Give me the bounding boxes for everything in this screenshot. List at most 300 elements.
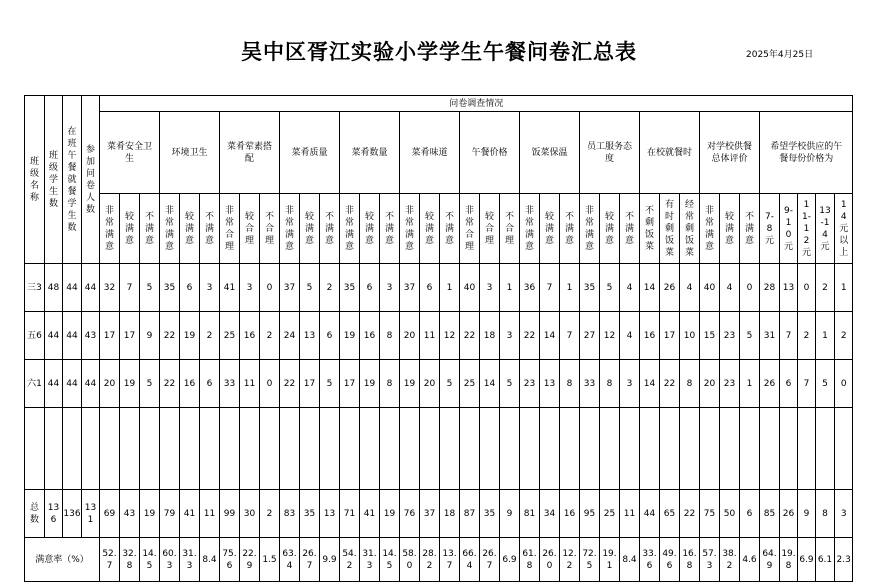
sub-header: 非常满意: [340, 194, 360, 264]
table-cell: 16: [360, 312, 380, 360]
table-cell: 1: [835, 264, 853, 312]
table-cell: 71: [340, 490, 360, 538]
table-cell: 36: [520, 264, 540, 312]
table-cell: 8: [680, 360, 700, 408]
table-cell: 5: [140, 264, 160, 312]
table-cell: 13: [320, 490, 340, 538]
table-cell: [100, 408, 120, 490]
table-cell: 28: [760, 264, 780, 312]
table-cell: 1: [560, 264, 580, 312]
rate-cell: 66.4: [460, 538, 480, 582]
table-cell: 2: [816, 264, 835, 312]
table-cell: [480, 408, 500, 490]
table-cell: 19: [400, 360, 420, 408]
table-cell: 11: [620, 490, 640, 538]
table-cell: 19: [360, 360, 380, 408]
group-header: 在校就餐时: [640, 112, 700, 194]
rate-cell: 72.5: [580, 538, 600, 582]
rate-cell: 54.2: [340, 538, 360, 582]
table-cell: 13: [780, 264, 798, 312]
table-cell: [160, 408, 180, 490]
sub-header: 非常合理: [220, 194, 240, 264]
sub-header: 不满意: [140, 194, 160, 264]
table-cell: [63, 408, 82, 490]
table-cell: 35: [340, 264, 360, 312]
table-cell: [520, 408, 540, 490]
table-cell: [260, 408, 280, 490]
sub-header: 不满意: [320, 194, 340, 264]
rate-cell: 14.5: [380, 538, 400, 582]
table-cell: 8: [380, 360, 400, 408]
table-cell: 19: [120, 360, 140, 408]
table-cell: 37: [280, 264, 300, 312]
table-cell: 23: [720, 360, 740, 408]
rate-cell: 13.7: [440, 538, 460, 582]
rate-cell: 26.7: [300, 538, 320, 582]
table-cell: 4: [620, 264, 640, 312]
table-cell: 13: [540, 360, 560, 408]
table-cell: 12: [600, 312, 620, 360]
table-cell: 43: [82, 312, 100, 360]
table-cell: [700, 408, 720, 490]
rate-cell: 19.8: [780, 538, 798, 582]
table-cell: 44: [640, 490, 660, 538]
table-cell: 4: [720, 264, 740, 312]
table-cell: 35: [300, 490, 320, 538]
table-cell: 7: [560, 312, 580, 360]
table-cell: 22: [520, 312, 540, 360]
table-cell: 0: [798, 264, 816, 312]
table-cell: 6: [780, 360, 798, 408]
table-cell: 35: [160, 264, 180, 312]
class-name: 三3: [25, 264, 45, 312]
rate-cell: 26.7: [480, 538, 500, 582]
rate-cell: 28.2: [420, 538, 440, 582]
sub-header: 较合理: [240, 194, 260, 264]
table-cell: [540, 408, 560, 490]
table-cell: 40: [700, 264, 720, 312]
table-cell: 33: [220, 360, 240, 408]
table-cell: 20: [420, 360, 440, 408]
table-cell: 25: [220, 312, 240, 360]
table-cell: 19: [140, 490, 160, 538]
table-cell: 16: [180, 360, 200, 408]
sub-header: 较满意: [720, 194, 740, 264]
table-cell: 95: [580, 490, 600, 538]
table-cell: 9: [500, 490, 520, 538]
table-cell: 2: [835, 312, 853, 360]
table-cell: 27: [580, 312, 600, 360]
table-cell: [200, 408, 220, 490]
table-cell: 18: [440, 490, 460, 538]
table-cell: 26: [780, 490, 798, 538]
table-cell: 85: [760, 490, 780, 538]
rate-cell: 38.2: [720, 538, 740, 582]
table-cell: 6: [180, 264, 200, 312]
table-cell: 6: [420, 264, 440, 312]
table-cell: 2: [200, 312, 220, 360]
table-cell: 16: [640, 312, 660, 360]
table-cell: 3: [200, 264, 220, 312]
survey-header: 问卷调查情况: [100, 96, 853, 112]
table-cell: 43: [120, 490, 140, 538]
table-cell: 8: [600, 360, 620, 408]
table-cell: 5: [816, 360, 835, 408]
sub-header: 非常满意: [160, 194, 180, 264]
group-header: 菜肴荤素搭配: [220, 112, 280, 194]
table-cell: 1: [500, 264, 520, 312]
rate-label: 满意率（%）: [25, 538, 100, 582]
group-header: 希望学校供应的午餐每份价格为: [760, 112, 853, 194]
class-name: 总数: [25, 490, 45, 538]
group-header: 午餐价格: [460, 112, 520, 194]
rate-cell: 58.0: [400, 538, 420, 582]
table-cell: 87: [460, 490, 480, 538]
table-cell: 25: [460, 360, 480, 408]
table-cell: [320, 408, 340, 490]
table-cell: 99: [220, 490, 240, 538]
table-cell: 17: [660, 312, 680, 360]
sub-header: 不合理: [260, 194, 280, 264]
table-cell: 7: [798, 360, 816, 408]
table-cell: 7: [120, 264, 140, 312]
group-header: 饭菜保温: [520, 112, 580, 194]
table-cell: [500, 408, 520, 490]
sub-header: 非常满意: [400, 194, 420, 264]
table-cell: 14: [540, 312, 560, 360]
group-header: 菜肴安全卫生: [100, 112, 160, 194]
rate-cell: 8.4: [200, 538, 220, 582]
rate-cell: 32.8: [120, 538, 140, 582]
table-cell: [340, 408, 360, 490]
table-cell: 23: [520, 360, 540, 408]
table-cell: 44: [45, 312, 63, 360]
table-cell: 7: [780, 312, 798, 360]
table-cell: 30: [240, 490, 260, 538]
table-cell: 2: [260, 490, 280, 538]
group-header: 环境卫生: [160, 112, 220, 194]
sub-header: 较合理: [480, 194, 500, 264]
sub-header: 非常满意: [700, 194, 720, 264]
table-cell: 4: [620, 312, 640, 360]
table-cell: 81: [520, 490, 540, 538]
sub-header: 较满意: [180, 194, 200, 264]
table-cell: 75: [700, 490, 720, 538]
table-cell: 5: [740, 312, 760, 360]
table-cell: 20: [100, 360, 120, 408]
table-cell: 26: [760, 360, 780, 408]
table-cell: [680, 408, 700, 490]
sub-header: 经常剩饭菜: [680, 194, 700, 264]
table-cell: [798, 408, 816, 490]
table-cell: [120, 408, 140, 490]
table-cell: 37: [420, 490, 440, 538]
table-cell: 131: [82, 490, 100, 538]
rate-cell: 57.3: [700, 538, 720, 582]
group-header: 菜肴味道: [400, 112, 460, 194]
table-cell: 1: [740, 360, 760, 408]
table-cell: 1: [440, 264, 460, 312]
rate-cell: 33.6: [640, 538, 660, 582]
table-cell: 32: [100, 264, 120, 312]
table-cell: 23: [720, 312, 740, 360]
table-cell: 22: [680, 490, 700, 538]
table-cell: 25: [600, 490, 620, 538]
rate-cell: 63.4: [280, 538, 300, 582]
table-cell: 2: [260, 312, 280, 360]
table-cell: 65: [660, 490, 680, 538]
table-cell: [45, 408, 63, 490]
table-cell: 136: [63, 490, 82, 538]
table-cell: 5: [600, 264, 620, 312]
table-cell: 22: [660, 360, 680, 408]
table-cell: 44: [82, 264, 100, 312]
table-cell: [360, 408, 380, 490]
rate-cell: 6.9: [500, 538, 520, 582]
table-cell: 14: [480, 360, 500, 408]
table-cell: 76: [400, 490, 420, 538]
table-cell: 0: [260, 264, 280, 312]
left-header: 班级学生数: [45, 96, 63, 264]
class-name: [25, 408, 45, 490]
table-cell: 50: [720, 490, 740, 538]
table-cell: 22: [280, 360, 300, 408]
table-cell: 41: [220, 264, 240, 312]
table-cell: [560, 408, 580, 490]
report-date: 2025年4月25日: [746, 50, 814, 60]
table-cell: 11: [420, 312, 440, 360]
table-cell: [280, 408, 300, 490]
table-cell: 136: [45, 490, 63, 538]
table-cell: 19: [380, 490, 400, 538]
table-cell: [220, 408, 240, 490]
table-cell: 18: [480, 312, 500, 360]
table-cell: 44: [63, 264, 82, 312]
left-header: 在班午餐就餐学生数: [63, 96, 82, 264]
sub-header: 非常满意: [100, 194, 120, 264]
table-cell: 35: [480, 490, 500, 538]
table-cell: [82, 408, 100, 490]
table-cell: [180, 408, 200, 490]
table-cell: [760, 408, 780, 490]
table-cell: 16: [560, 490, 580, 538]
table-cell: 0: [835, 360, 853, 408]
sub-header: 不剩饭菜: [640, 194, 660, 264]
rate-cell: 16.8: [680, 538, 700, 582]
table-cell: 33: [580, 360, 600, 408]
table-cell: [440, 408, 460, 490]
table-cell: 34: [540, 490, 560, 538]
table-cell: 17: [300, 360, 320, 408]
sub-header: 不满意: [200, 194, 220, 264]
table-cell: 44: [45, 360, 63, 408]
table-cell: 5: [140, 360, 160, 408]
table-cell: [420, 408, 440, 490]
table-cell: [835, 408, 853, 490]
table-cell: 8: [380, 312, 400, 360]
rate-cell: 2.3: [835, 538, 853, 582]
sub-header: 较满意: [420, 194, 440, 264]
table-cell: 44: [82, 360, 100, 408]
table-cell: [380, 408, 400, 490]
table-cell: 5: [320, 360, 340, 408]
table-cell: [620, 408, 640, 490]
table-cell: 8: [560, 360, 580, 408]
table-cell: 3: [500, 312, 520, 360]
table-cell: 3: [480, 264, 500, 312]
rate-cell: 49.6: [660, 538, 680, 582]
table-cell: [580, 408, 600, 490]
sub-header: 不满意: [620, 194, 640, 264]
table-cell: 24: [280, 312, 300, 360]
table-cell: 3: [380, 264, 400, 312]
table-cell: 79: [160, 490, 180, 538]
left-header: 参加问卷人数: [82, 96, 100, 264]
table-cell: 8: [816, 490, 835, 538]
rate-cell: 9.9: [320, 538, 340, 582]
table-cell: 44: [63, 312, 82, 360]
table-cell: 3: [240, 264, 260, 312]
class-name: 五6: [25, 312, 45, 360]
sub-header: 较满意: [600, 194, 620, 264]
table-cell: [400, 408, 420, 490]
rate-cell: 61.8: [520, 538, 540, 582]
sub-header: 7-8元: [760, 194, 780, 264]
group-header: 对学校供餐总体评价: [700, 112, 760, 194]
table-cell: 7: [540, 264, 560, 312]
left-header: 班级名称: [25, 96, 45, 264]
table-cell: 6: [320, 312, 340, 360]
sub-header: 较满意: [540, 194, 560, 264]
rate-cell: 14.5: [140, 538, 160, 582]
table-cell: 35: [580, 264, 600, 312]
table-cell: [240, 408, 260, 490]
sub-header: 较满意: [120, 194, 140, 264]
sub-header: 非常满意: [280, 194, 300, 264]
table-cell: 2: [798, 312, 816, 360]
table-cell: 15: [700, 312, 720, 360]
rate-cell: 19.1: [600, 538, 620, 582]
sub-header: 14元以上: [835, 194, 853, 264]
rate-cell: 31.3: [360, 538, 380, 582]
sub-header: 11-12元: [798, 194, 816, 264]
table-cell: 10: [680, 312, 700, 360]
sub-header: 较满意: [300, 194, 320, 264]
table-cell: 22: [460, 312, 480, 360]
sub-header: 9-10元: [780, 194, 798, 264]
rate-cell: 22.9: [240, 538, 260, 582]
table-cell: 19: [340, 312, 360, 360]
table-cell: 3: [835, 490, 853, 538]
table-cell: [460, 408, 480, 490]
class-name: 六1: [25, 360, 45, 408]
table-cell: [660, 408, 680, 490]
table-cell: 16: [240, 312, 260, 360]
table-cell: 5: [300, 264, 320, 312]
rate-cell: 64.9: [760, 538, 780, 582]
table-cell: 13: [300, 312, 320, 360]
table-cell: 44: [63, 360, 82, 408]
table-cell: 12: [440, 312, 460, 360]
rate-cell: 31.3: [180, 538, 200, 582]
sub-header: 不满意: [740, 194, 760, 264]
table-cell: 6: [360, 264, 380, 312]
table-cell: 22: [160, 312, 180, 360]
rate-cell: 1.5: [260, 538, 280, 582]
table-cell: 0: [260, 360, 280, 408]
table-cell: [600, 408, 620, 490]
table-cell: 41: [180, 490, 200, 538]
sub-header: 有时剩饭菜: [660, 194, 680, 264]
table-cell: 5: [500, 360, 520, 408]
table-cell: [780, 408, 798, 490]
sub-header: 非常满意: [580, 194, 600, 264]
table-cell: [816, 408, 835, 490]
table-cell: [720, 408, 740, 490]
sub-header: 不满意: [380, 194, 400, 264]
table-cell: 31: [760, 312, 780, 360]
sub-header: 不满意: [440, 194, 460, 264]
table-cell: [140, 408, 160, 490]
rate-cell: 6.9: [798, 538, 816, 582]
rate-cell: 60.3: [160, 538, 180, 582]
table-cell: 48: [45, 264, 63, 312]
table-cell: 2: [320, 264, 340, 312]
rate-cell: 6.1: [816, 538, 835, 582]
table-cell: 69: [100, 490, 120, 538]
table-cell: [640, 408, 660, 490]
rate-cell: 75.6: [220, 538, 240, 582]
table-cell: 6: [200, 360, 220, 408]
table-cell: 22: [160, 360, 180, 408]
rate-cell: 52.7: [100, 538, 120, 582]
table-cell: 17: [120, 312, 140, 360]
table-cell: 1: [816, 312, 835, 360]
table-cell: 9: [798, 490, 816, 538]
sub-header: 非常满意: [520, 194, 540, 264]
sub-header: 不合理: [500, 194, 520, 264]
table-cell: 11: [240, 360, 260, 408]
table-cell: 20: [700, 360, 720, 408]
table-cell: 17: [340, 360, 360, 408]
sub-header: 非常合理: [460, 194, 480, 264]
rate-cell: 12.2: [560, 538, 580, 582]
survey-summary-table: [24, 95, 853, 582]
rate-cell: 8.4: [620, 538, 640, 582]
table-cell: 40: [460, 264, 480, 312]
table-cell: 37: [400, 264, 420, 312]
table-cell: 6: [740, 490, 760, 538]
table-cell: 3: [620, 360, 640, 408]
table-cell: 14: [640, 264, 660, 312]
table-cell: 83: [280, 490, 300, 538]
table-cell: 26: [660, 264, 680, 312]
table-cell: 9: [140, 312, 160, 360]
table-cell: 4: [680, 264, 700, 312]
table-cell: 41: [360, 490, 380, 538]
table-cell: 17: [100, 312, 120, 360]
table-cell: 11: [200, 490, 220, 538]
sub-header: 较满意: [360, 194, 380, 264]
group-header: 菜肴质量: [280, 112, 340, 194]
table-cell: 20: [400, 312, 420, 360]
page-title: 吴中区胥江实验小学学生午餐问卷汇总表: [241, 40, 637, 64]
group-header: 菜肴数量: [340, 112, 400, 194]
table-cell: 0: [740, 264, 760, 312]
sub-header: 不满意: [560, 194, 580, 264]
sub-header: 13-14元: [816, 194, 835, 264]
group-header: 员工服务态度: [580, 112, 640, 194]
